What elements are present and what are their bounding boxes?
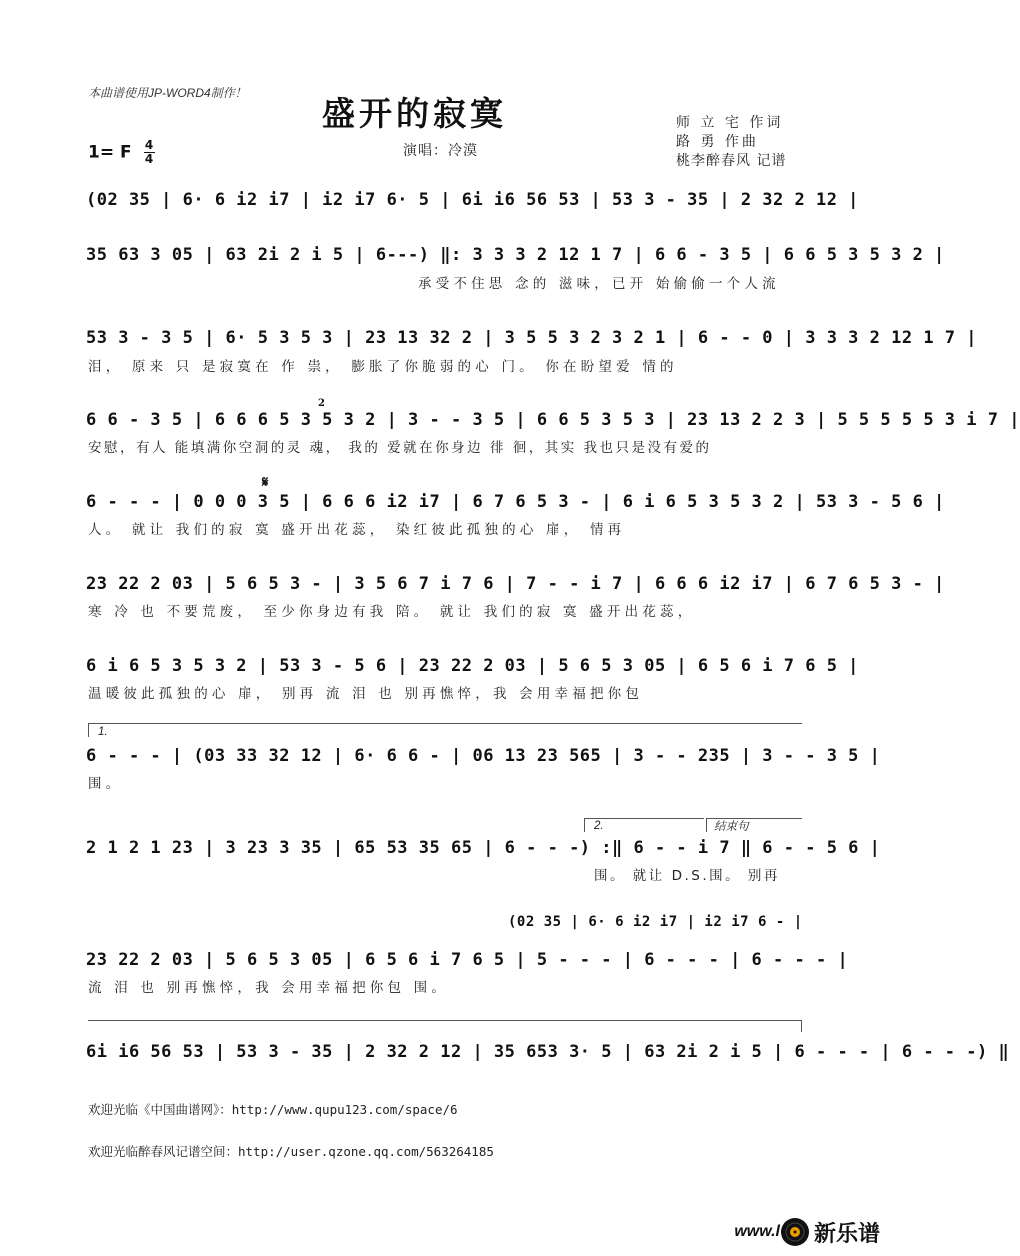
lyric-line-8: 围。 [88,776,124,792]
volta-2-tick [584,818,585,832]
time-signature [144,140,155,165]
score-line-3: 53 3 - 3 5 | 6· 5 3 5 3 | 23 13 32 2 | 3 5 5 3 2 3 2 1 | 6 - - 0 | 3 3 3 2 12 1 7 | [86,328,977,348]
key-label: 1= F [88,142,132,163]
score-line-2: 35 63 3 05 | 63 2i 2 i 5 | 6---) ‖: 3 3 3 2 12 1 7 | 6 6 - 3 5 | 6 6 5 3 5 3 2 | [86,245,945,265]
lyric-line-2: 承受不住思 念的 滋味，已开 始偷偷一个人流 [418,276,780,292]
volta-2-label: 2. [594,820,604,832]
repeat-mark-2: 2 [318,398,325,409]
lyric-line-7: 温暖彼此孤独的心 扉， 别再 流 泪 也 别再憔悴，我 会用幸福把你包 [88,686,644,702]
coda-tick [801,1020,802,1032]
song-title: 盛开的寂寞 [322,94,507,133]
lyric-line-6: 寒 冷 也 不要荒废， 至少你身边有我 陪。 就让 我们的寂 寞 盛开出花蕊， [88,604,696,620]
volta-2-line [584,818,704,819]
score-line-6: 23 22 2 03 | 5 6 5 3 - | 3 5 6 7 i 7 6 | 7 - - i 7 | 6 6 6 i2 i7 | 6 7 6 5 3 - | [86,574,945,594]
tool-note: 本曲谱使用JP-WORD4制作！ [88,86,247,100]
coda-line [88,1020,802,1021]
lyric-line-5: 人。 就让 我们的寂 寞 盛开出花蕊， 染红彼此孤独的心 扉， 情再 [88,522,626,538]
key-signature [88,140,155,165]
score-line-4: 6 6 - 3 5 | 6 6 6 5 3 5 3 2 | 3 - - 3 5 | 6 6 5 3 5 3 | 23 13 2 2 3 | 5 5 5 5 5 3 i 7 | [86,410,1020,430]
lyric-line-4: 安慰，有人 能填满你空洞的灵 魂， 我的 爱就在你身边 徘 徊，其实 我也只是没有爱的 [88,440,712,456]
score-line-12: 6i i6 56 53 | 53 3 - 35 | 2 32 2 12 | 35 653 3· 5 | 63 2i 2 i 5 | 6 - - - | 6 - - -) ‖ [86,1042,1010,1062]
volta-1-tick [88,723,89,737]
footer-link-1[interactable]: 欢迎光临《中国曲谱网》：http://www.qupu123.com/space/6 [88,1102,458,1117]
score-line-1: (02 35 | 6· 6 i2 i7 | i2 i7 6· 5 | 6i i6 56 53 | 53 3 - 35 | 2 32 2 12 | [86,190,859,210]
score-line-9: 2 1 2 1 23 | 3 23 3 35 | 65 53 35 65 | 6 - - -) :‖ 6 - - i 7 ‖ 6 - - 5 6 | [86,838,881,858]
segno-sign: 𝄋 [262,473,269,491]
site-logo[interactable] [734,1214,880,1250]
footer-link-2[interactable]: 欢迎光临醉春风记谱空间：http://user.qzone.qq.com/563264185 [88,1144,494,1159]
score-line-10: (02 35 | 6· 6 i2 i7 | i2 i7 6 - | [508,914,803,930]
ending-tick [706,818,707,832]
time-top: 4 [144,138,154,152]
logo-url: www.l [734,1223,780,1240]
volta-1-label: 1. [98,726,108,738]
composer-credit: 路 勇 作曲 [676,134,759,150]
volta-1-line [88,723,802,724]
score-line-8: 6 - - - | (03 33 32 12 | 6· 6 6 - | 06 13 23 565 | 3 - - 235 | 3 - - 3 5 | [86,746,881,766]
ending-label: 结束句 [714,821,749,833]
transcriber-credit: 桃李醉春风 记谱 [676,153,787,169]
logo-name: 新乐谱 [813,1221,880,1247]
lyric-line-11: 流 泪 也 别再憔悴，我 会用幸福把你包 围。 [88,980,450,996]
time-bottom: 4 [144,152,154,166]
singer-credit: 演唱：冷漠 [403,143,478,159]
score-line-11: 23 22 2 03 | 5 6 5 3 05 | 6 5 6 i 7 6 5 | 5 - - - | 6 - - - | 6 - - - | [86,950,849,970]
lyric-line-9: 围。 就让 D.S.围。 别再 [594,868,780,884]
lyric-line-3: 泪， 原来 只 是寂寞在 作 祟， 膨胀了你脆弱的心 门。 你在盼望爱 情的 [88,359,678,375]
score-line-7: 6 i 6 5 3 5 3 2 | 53 3 - 5 6 | 23 22 2 03 | 5 6 5 3 05 | 6 5 6 i 7 6 5 | [86,656,859,676]
score-line-5: 6 - - - | 0 0 0 3 5 | 6 6 6 i2 i7 | 6 7 6 5 3 - | 6 i 6 5 3 5 3 2 | 53 3 - 5 6 | [86,492,945,512]
lyricist-credit: 师 立 宅 作词 [676,115,784,131]
record-icon [780,1217,810,1247]
